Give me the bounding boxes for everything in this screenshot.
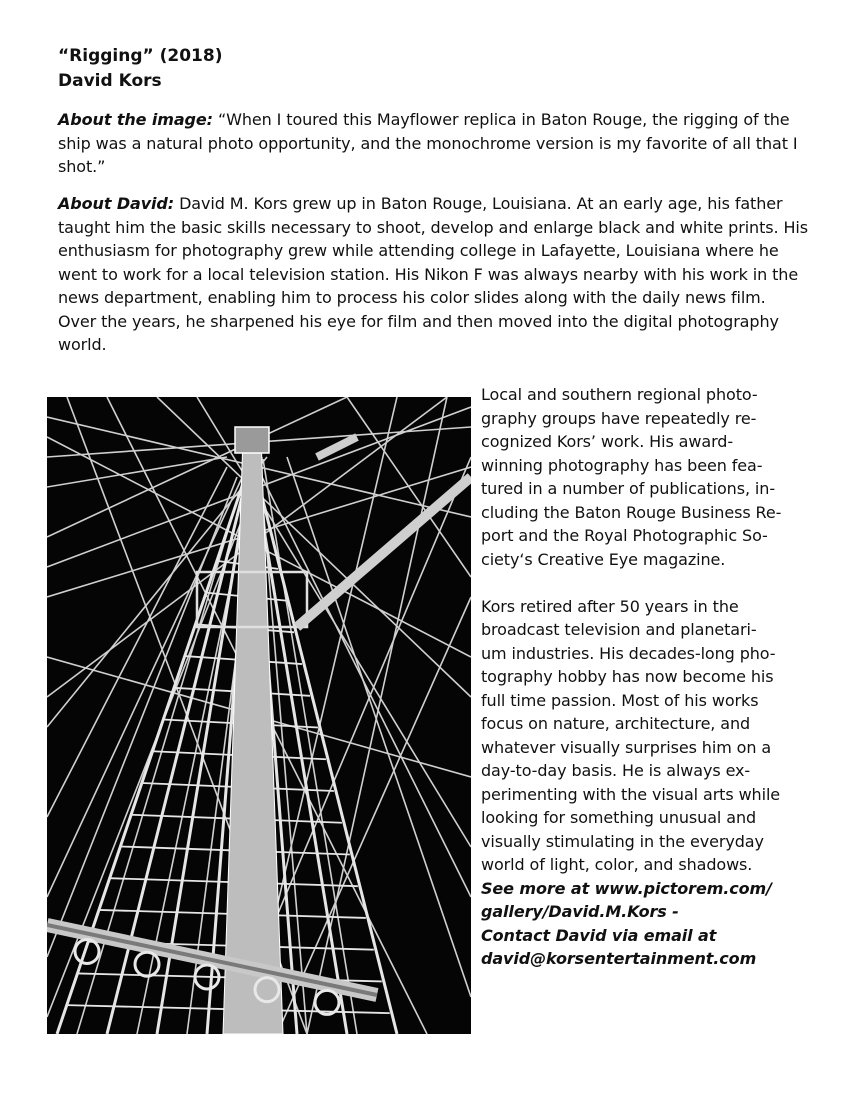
about-image-label: About the image: xyxy=(58,110,213,129)
retirement-line: whatever visually surprises him on a xyxy=(481,737,772,757)
about-david-text: David M. Kors grew up in Baton Rouge, Louisiana. At an early age, his father taught him the basic skills necessary to shoot, develop and enlarge black and white prints. His enthusiasm for photography grew while attending college in Lafayette, Louisiana where he went to work for a local television station. His Nikon F was always nearby with his work in the news department, enabling him to process his color slides along with the daily news film. Over the years, he sharpened his eye for film and then moved into the digital photography world. xyxy=(58,194,808,354)
recognition-line: port and the Royal Photographic So- xyxy=(481,526,768,545)
retirement-line: Kors retired after 50 years in the xyxy=(481,596,739,616)
retirement-paragraph xyxy=(481,595,811,877)
recognition-paragraph xyxy=(481,383,811,571)
contact-paragraph xyxy=(481,877,811,971)
recognition-line: cognized Kors’ work. His award- xyxy=(481,432,733,451)
rigging-illustration xyxy=(47,397,471,1034)
retirement-line: visually stimulating in the everyday xyxy=(481,831,764,851)
about-image-text: “When I toured this Mayflower replica in Baton Rouge, the rigging of the ship was a natural photo opportunity, and the monochrome version is my favorite of all that I shot.” xyxy=(58,110,798,176)
contact-line: See more at www.pictorem.com/ xyxy=(481,878,772,898)
retirement-line: world of light, color, and shadows. xyxy=(481,855,753,874)
recognition-line: cluding the Baton Rouge Business Re- xyxy=(481,502,782,522)
title-block xyxy=(58,44,222,94)
recognition-line: ciety‘s Creative Eye magazine. xyxy=(481,549,726,569)
about-david-label: About David: xyxy=(58,194,175,213)
artwork-title: “Rigging” (2018) xyxy=(58,46,223,66)
contact-line: Contact David via email at xyxy=(481,925,717,945)
retirement-line: focus on nature, architecture, and xyxy=(481,714,751,733)
recognition-line: tured in a number of publications, in- xyxy=(481,479,775,498)
about-david-paragraph xyxy=(58,192,808,357)
right-text-column xyxy=(481,383,811,971)
masthead xyxy=(235,427,269,453)
paragraph-gap xyxy=(481,571,811,595)
recognition-line: winning photography has been fea- xyxy=(481,455,763,475)
contact-line: gallery/David.M.Kors - xyxy=(481,902,679,921)
retirement-line: looking for something unusual and xyxy=(481,808,757,827)
about-image-paragraph xyxy=(58,108,798,179)
recognition-line: Local and southern regional photo- xyxy=(481,385,758,404)
retirement-line: broadcast television and planetari- xyxy=(481,620,757,639)
retirement-line: full time passion. Most of his works xyxy=(481,690,759,710)
contact-line: david@korsentertainment.com xyxy=(481,949,757,968)
recognition-line: graphy groups have repeatedly re- xyxy=(481,408,757,428)
retirement-line: um industries. His decades-long pho- xyxy=(481,643,776,663)
retirement-line: day-to-day basis. He is always ex- xyxy=(481,761,751,780)
artist-name: David Kors xyxy=(58,71,162,91)
rigging-photo xyxy=(47,397,471,1034)
retirement-line: tography hobby has now become his xyxy=(481,667,774,686)
retirement-line: perimenting with the visual arts while xyxy=(481,784,781,804)
